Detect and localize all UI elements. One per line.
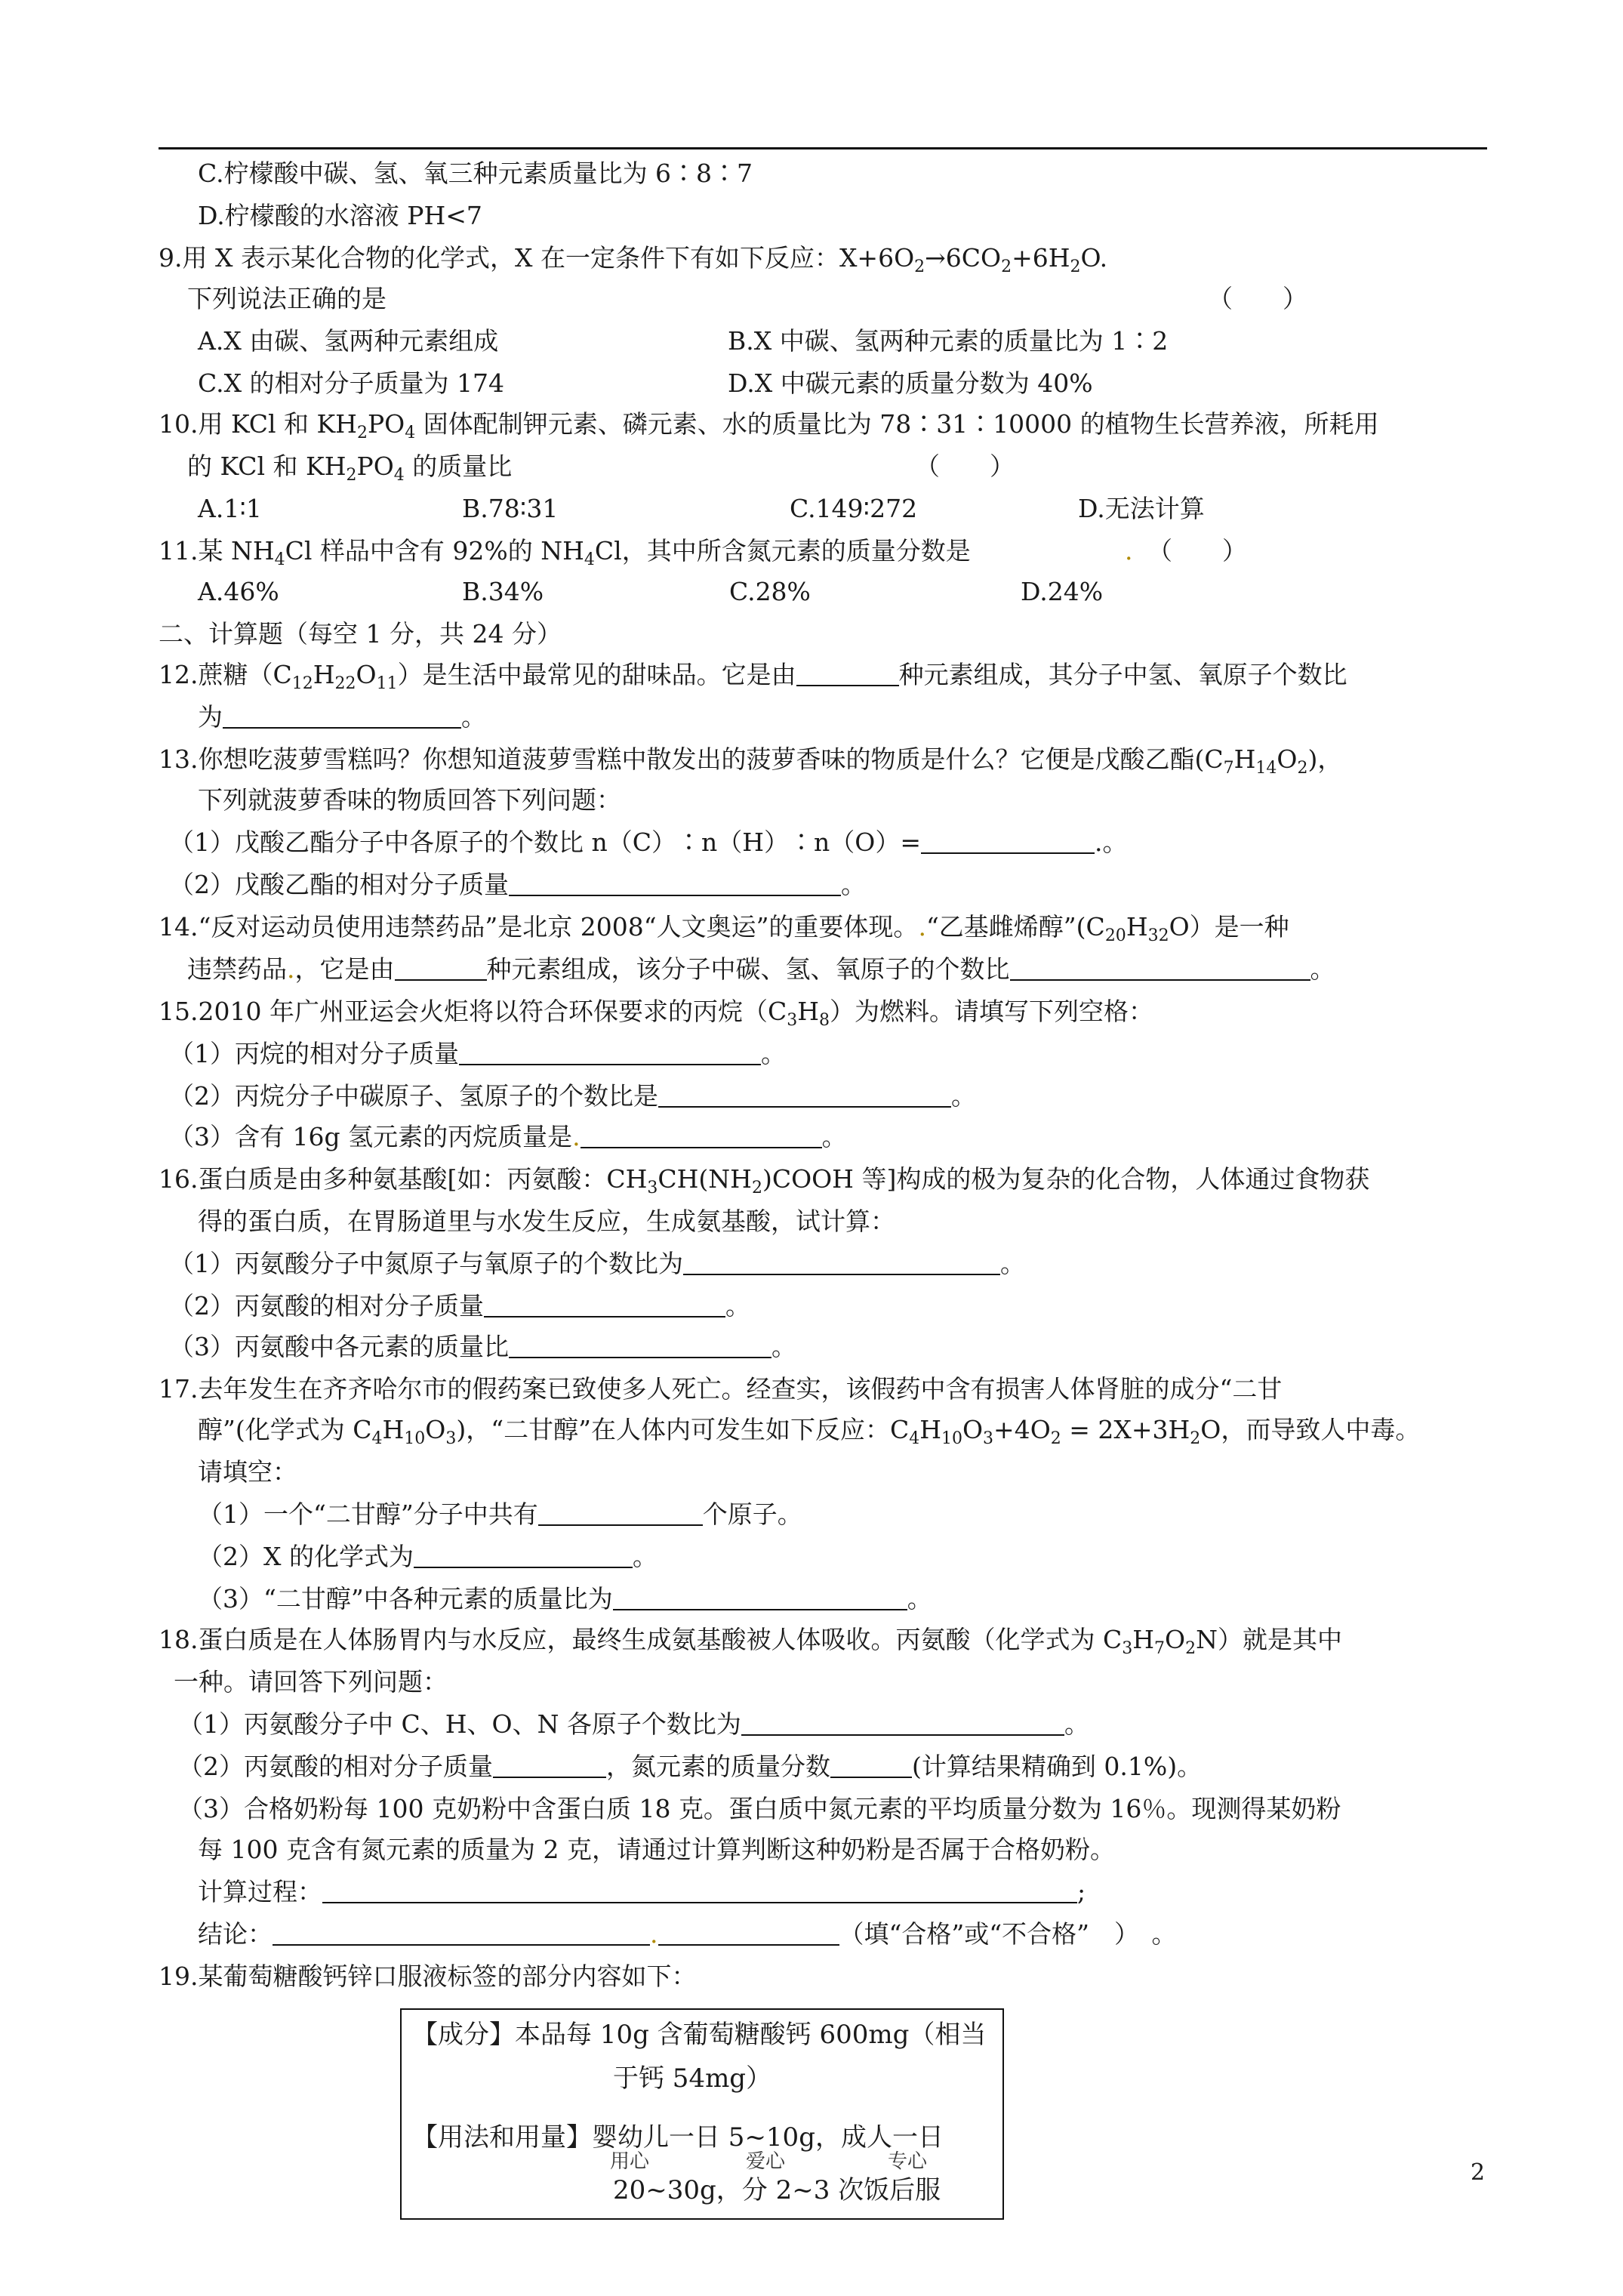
q18-part3: （3）合格奶粉每 100 克奶粉中含蛋白质 18 克。蛋白质中氮元素的平均质量分数为 16％。现测得某奶粉	[178, 1794, 1341, 1823]
q15-part2: （2）丙烷分子中碳原子、氢原子的个数比是 。	[169, 1081, 976, 1111]
q15-stem: 15.2010 年广州亚运会火炬将以符合环保要求的丙烷$(C_3H_8)$为燃料。请填写下列空格：	[159, 997, 1153, 1030]
q11-option-d: D.24%	[1021, 577, 1104, 606]
q18-line2: 一种。请回答下列问题：	[174, 1667, 448, 1697]
q8-option-d: D.柠檬酸的水溶液 PH<7	[198, 201, 482, 230]
q18-conclusion-blank-b[interactable]	[658, 1920, 839, 1946]
q15-part3: （3）含有 16g 氢元素的丙烷质量是. 。	[169, 1122, 847, 1151]
q12-line2: 为 。	[198, 702, 486, 732]
q12-blank-2[interactable]	[223, 703, 461, 729]
q10-stem-line2: 的 KCl 和 $KH_2PO_4$ 的质量比	[187, 451, 513, 485]
q18-conclusion: 结论： . （填“合格”或“不合格” ） 。	[198, 1919, 1177, 1949]
q17-blank-2[interactable]	[414, 1542, 633, 1568]
q13-stem: 13.你想吃菠萝雪糕吗？你想知道菠萝雪糕中散发出的菠萝香味的物质是什么？它便是戊酸乙酯$(C_7H_{14}O_2)$，	[159, 744, 1343, 778]
q14-stem: 14.“反对运动员使用违禁药品”是北京 2008“人文奥运”的重要体现。.“乙基雌烯醇$”(C_{20}H_{32}O)$是一种	[159, 912, 1289, 945]
q14-blank-2[interactable]	[1010, 955, 1310, 981]
q11-option-b: B.34%	[462, 577, 544, 606]
q9-answer-paren: （ ）	[1208, 284, 1307, 313]
label-ingredients-cont: 于钙 54mg）	[613, 2063, 772, 2094]
q17-stem: 17.去年发生在齐齐哈尔市的假药案已致使多人死亡。经查实，该假药中含有损害人体肾脏的成分“二甘	[159, 1374, 1283, 1404]
q16-blank-3[interactable]	[509, 1333, 771, 1358]
label-ingredients: 【成分】本品每 10g 含葡萄糖酸钙 600mg（相当	[412, 2020, 987, 2050]
q12-stem: 12.蔗糖$(C_{12}H_{22}O_{11})$是生活中最常见的甜味品。它是由 种元素组成，其分子中氢、氧原子个数比	[159, 660, 1347, 693]
q9-option-c: C.X 的相对分子质量为 174	[198, 368, 505, 398]
label-usage: 【用法和用量】婴幼儿一日 5~10g，成人一日	[412, 2122, 944, 2153]
q12-blank-1[interactable]	[796, 661, 899, 686]
page-number: 2	[1471, 2159, 1486, 2186]
footer-word-1: 用心	[610, 2150, 650, 2173]
q18-blank-3[interactable]	[830, 1752, 912, 1778]
q14-line2: 违禁药品.，它是由 种元素组成，该分子中碳、氢、氧原子的个数比 。	[187, 954, 1335, 984]
q10-option-b: B.78∶31	[462, 494, 559, 523]
q11-option-a: A.46%	[198, 577, 279, 606]
q9-stem-line2: 下列说法正确的是	[187, 284, 387, 313]
q9-stem: 9.用 X 表示某化合物的化学式，X 在一定条件下有如下反应：$X+6O_2\to 6CO_2+6H_2O$.	[159, 243, 1108, 276]
q13-part1: （1）戊酸乙酯分子中各原子的个数比 n（C）∶n（H）∶n（O）= .。	[169, 827, 1128, 857]
q13-blank-2[interactable]	[509, 871, 841, 896]
q19-stem: 19.某葡萄糖酸钙锌口服液标签的部分内容如下：	[159, 1962, 697, 1991]
q18-calc-blank[interactable]	[322, 1878, 1077, 1903]
q13-part2: （2）戊酸乙酯的相对分子质量 。	[169, 870, 866, 899]
q15-blank-2[interactable]	[658, 1082, 951, 1108]
q14-blank-1[interactable]	[395, 955, 487, 981]
q15-blank-3[interactable]	[581, 1123, 822, 1148]
q16-part1: （1）丙氨酸分子中氮原子与氧原子的个数比为 。	[169, 1249, 1025, 1278]
q17-part2: （2）X 的化学式为 。	[198, 1542, 658, 1571]
product-label-box	[400, 2008, 1004, 2220]
q15-part1: （1）丙烷的相对分子质量 。	[169, 1039, 786, 1068]
q17-line2: 醇”(化学式为 $C_4H_{10}O_3$)，“二甘醇”在人体内可发生如下反应：$C_4H_{10}O_3+4O_2 = 2X+3H_2O$，而导致人中毒。	[198, 1415, 1421, 1448]
q18-conclusion-blank-a[interactable]	[273, 1920, 650, 1946]
q9-option-b: B.X 中碳、氢两种元素的质量比为 1∶2	[728, 326, 1169, 356]
q13-blank-1[interactable]	[921, 828, 1095, 854]
q16-part2: （2）丙氨酸的相对分子质量 。	[169, 1291, 750, 1321]
q10-option-a: A.1∶1	[198, 494, 262, 523]
q16-blank-1[interactable]	[683, 1250, 1000, 1275]
q11-dot-mark: .	[1125, 536, 1133, 566]
q16-line2: 得的蛋白质，在胃肠道里与水发生反应，生成氨基酸，试计算：	[198, 1207, 895, 1236]
footer-word-3: 专心	[888, 2150, 928, 2173]
q18-part3-line2: 每 100 克含有氮元素的质量为 2 克，请通过计算判断这种奶粉是否属于合格奶粉。	[198, 1835, 1115, 1864]
q17-line3: 请填空：	[198, 1457, 297, 1487]
section-heading: 二、计算题（每空 1 分，共 24 分）	[159, 619, 562, 649]
q10-option-c: C.149∶272	[790, 494, 918, 523]
label-usage-cont: 20~30g，分 2~3 次饭后服	[613, 2175, 941, 2205]
footer-word-2: 爱心	[746, 2150, 786, 2173]
q18-blank-1[interactable]	[741, 1710, 1064, 1736]
q18-stem: 18.蛋白质是在人体肠胃内与水反应，最终生成氨基酸被人体吸收。丙氨酸（化学式为 $C_3H_7O_2N$）就是其中	[159, 1625, 1342, 1658]
q11-option-c: C.28%	[729, 577, 811, 606]
q18-part1: （1）丙氨酸分子中 C、H、O、N 各原子个数比为 。	[178, 1709, 1089, 1739]
q13-line2: 下列就菠萝香味的物质回答下列问题：	[198, 785, 621, 815]
q17-blank-1[interactable]	[538, 1500, 703, 1526]
q16-blank-2[interactable]	[484, 1292, 725, 1318]
q16-part3: （3）丙氨酸中各元素的质量比 。	[169, 1332, 796, 1361]
q9-option-a: A.X 由碳、氢两种元素组成	[198, 326, 499, 356]
q18-part2: （2）丙氨酸的相对分子质量 ，氮元素的质量分数 (计算结果精确到 0.1%)。	[178, 1752, 1203, 1781]
q10-answer-paren: （ ）	[915, 451, 1015, 481]
header-rule	[159, 147, 1487, 149]
q16-stem: 16.蛋白质是由多种氨基酸[如：丙氨酸：$CH_3CH(NH_2)COOH$ 等]构成的极为复杂的化合物，人体通过食物获	[159, 1164, 1370, 1197]
q11-stem: 11.某 $NH_4Cl$ 样品中含有 92%的 $NH_4Cl$，其中所含氮元素的质量分数是	[159, 536, 971, 569]
q15-blank-1[interactable]	[459, 1040, 761, 1065]
q17-part1: （1）一个“二甘醇”分子中共有 个原子。	[198, 1499, 802, 1529]
q18-calc: 计算过程： ;	[198, 1877, 1086, 1906]
q17-part3: （3）“二甘醇”中各种元素的质量比为 。	[198, 1584, 932, 1613]
q8-option-c: C.柠檬酸中碳、氢、氧三种元素质量比为 6∶8∶7	[198, 159, 753, 188]
q9-option-d: D.X 中碳元素的质量分数为 40%	[728, 368, 1093, 398]
q17-blank-3[interactable]	[613, 1585, 907, 1610]
q11-answer-paren: （ ）	[1147, 536, 1247, 566]
q10-stem: 10.用 KCl 和 $KH_2PO_4$ 固体配制钾元素、磷元素、水的质量比为 78∶31∶10000 的植物生长营养液，所耗用	[159, 409, 1379, 442]
q10-option-d: D.无法计算	[1078, 494, 1205, 523]
q18-blank-2[interactable]	[493, 1752, 606, 1778]
